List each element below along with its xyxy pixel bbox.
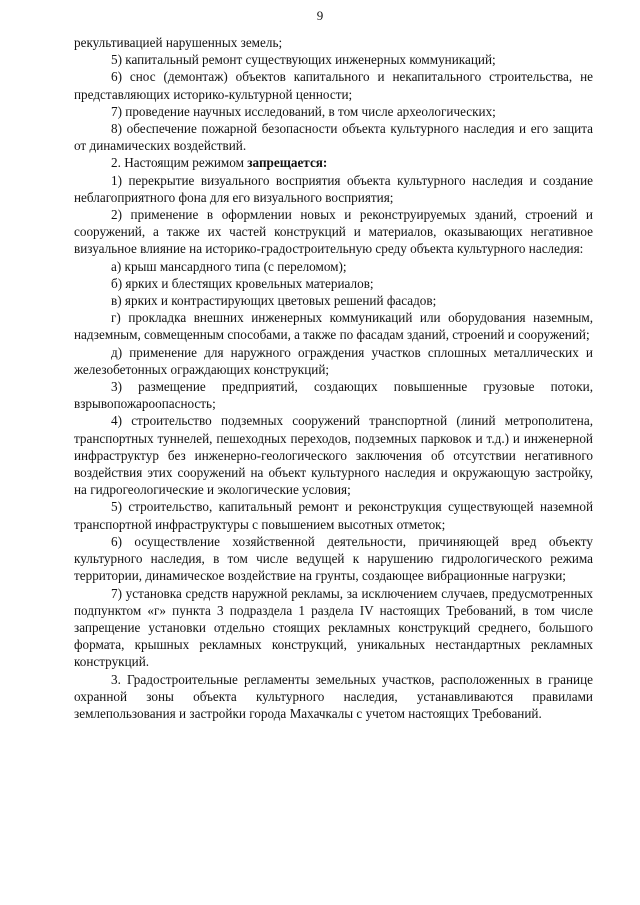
paragraph: 3) размещение предприятий, создающих повышенные грузовые потоки, взрывопожароопасность;: [74, 379, 593, 412]
paragraph: рекультивацией нарушенных земель;: [74, 35, 283, 50]
paragraph: б) ярких и блестящих кровельных материалов;: [111, 275, 374, 291]
paragraph: а) крыш мансардного типа (с переломом);: [111, 258, 347, 274]
paragraph: в) ярких и контрастирующих цветовых решений фасадов;: [111, 293, 437, 309]
paragraph: 6) снос (демонтаж) объектов капитального и некапитального строительства, не представляющих историко-культурной ценности;: [74, 69, 593, 102]
paragraph: 2) применение в оформлении новых и реконструируемых зданий, строений и сооружений, а также их частей конструкций и материалов, оказывающих негативное визуальное влияние на историко-градостроительную среду объекта культурного наследия:: [74, 207, 593, 257]
paragraph: 1) перекрытие визуального восприятия объекта культурного наследия и создание неблагоприятного фона для его визуального восприятия;: [74, 172, 593, 205]
paragraph: д) применение для наружного ограждения участков сплошных металлических и железобетонных ограждающих конструкций;: [74, 344, 593, 377]
paragraph: 5) строительство, капитальный ремонт и реконструкция существующей наземной транспортной инфраструктуры с повышением высотных отметок;: [74, 499, 593, 532]
page-number: 9: [316, 8, 324, 23]
paragraph: г) прокладка внешних инженерных коммуникаций или оборудования наземным, надземным, совмещенным способами, а также по фасадам зданий, строений и сооружений;: [74, 310, 593, 343]
section-heading-text: 2. Настоящим режимом: [111, 155, 248, 171]
paragraph: 7) проведение научных исследований, в том числе археологических;: [111, 103, 496, 119]
section-heading-paragraph: [74, 154, 593, 171]
paragraph: 5) капитальный ремонт существующих инженерных коммуникаций;: [111, 52, 496, 68]
document-body: [74, 34, 593, 722]
paragraph: 3. Градостроительные регламенты земельных участков, расположенных в границе охранной зоны объекта культурного наследия, устанавливаются правилами землепользования и застройки города Махачкалы с учетом настоящих Требований.: [74, 671, 593, 721]
paragraph: 6) осуществление хозяйственной деятельности, причиняющей вред объекту культурного наследия, в том числе ведущей к нарушению гидрологического режима территории, динамическое воздействие на грунты, создающее вибрационные нагрузки;: [74, 533, 593, 584]
paragraph: 8) обеспечение пожарной безопасности объекта культурного наследия и его защита от динамических воздействий.: [74, 121, 593, 154]
prohibited-keyword: запрещается:: [247, 155, 328, 171]
paragraph: 4) строительство подземных сооружений транспортной (линий метрополитена, транспортных туннелей, пешеходных переходов, подземных парковок и т.д.) и инженерной инфраструктур без инженерно-геологического заключения об отсутствии негативного воздействия этих сооружений на объект культурного наследия и окружающую застройку, на гидрогеологические и экологические условия;: [74, 413, 593, 498]
paragraph: 7) установка средств наружной рекламы, за исключением случаев, предусмотренных подпунктом «г» пункта 3 подраздела 1 раздела IV настоящих Требований, в том числе запрещение установки отдельно стоящих рекламных конструкций среднего, большого формата, крышных рекламных конструкций, уникальных нестандартных рекламных конструкций.: [74, 585, 593, 670]
